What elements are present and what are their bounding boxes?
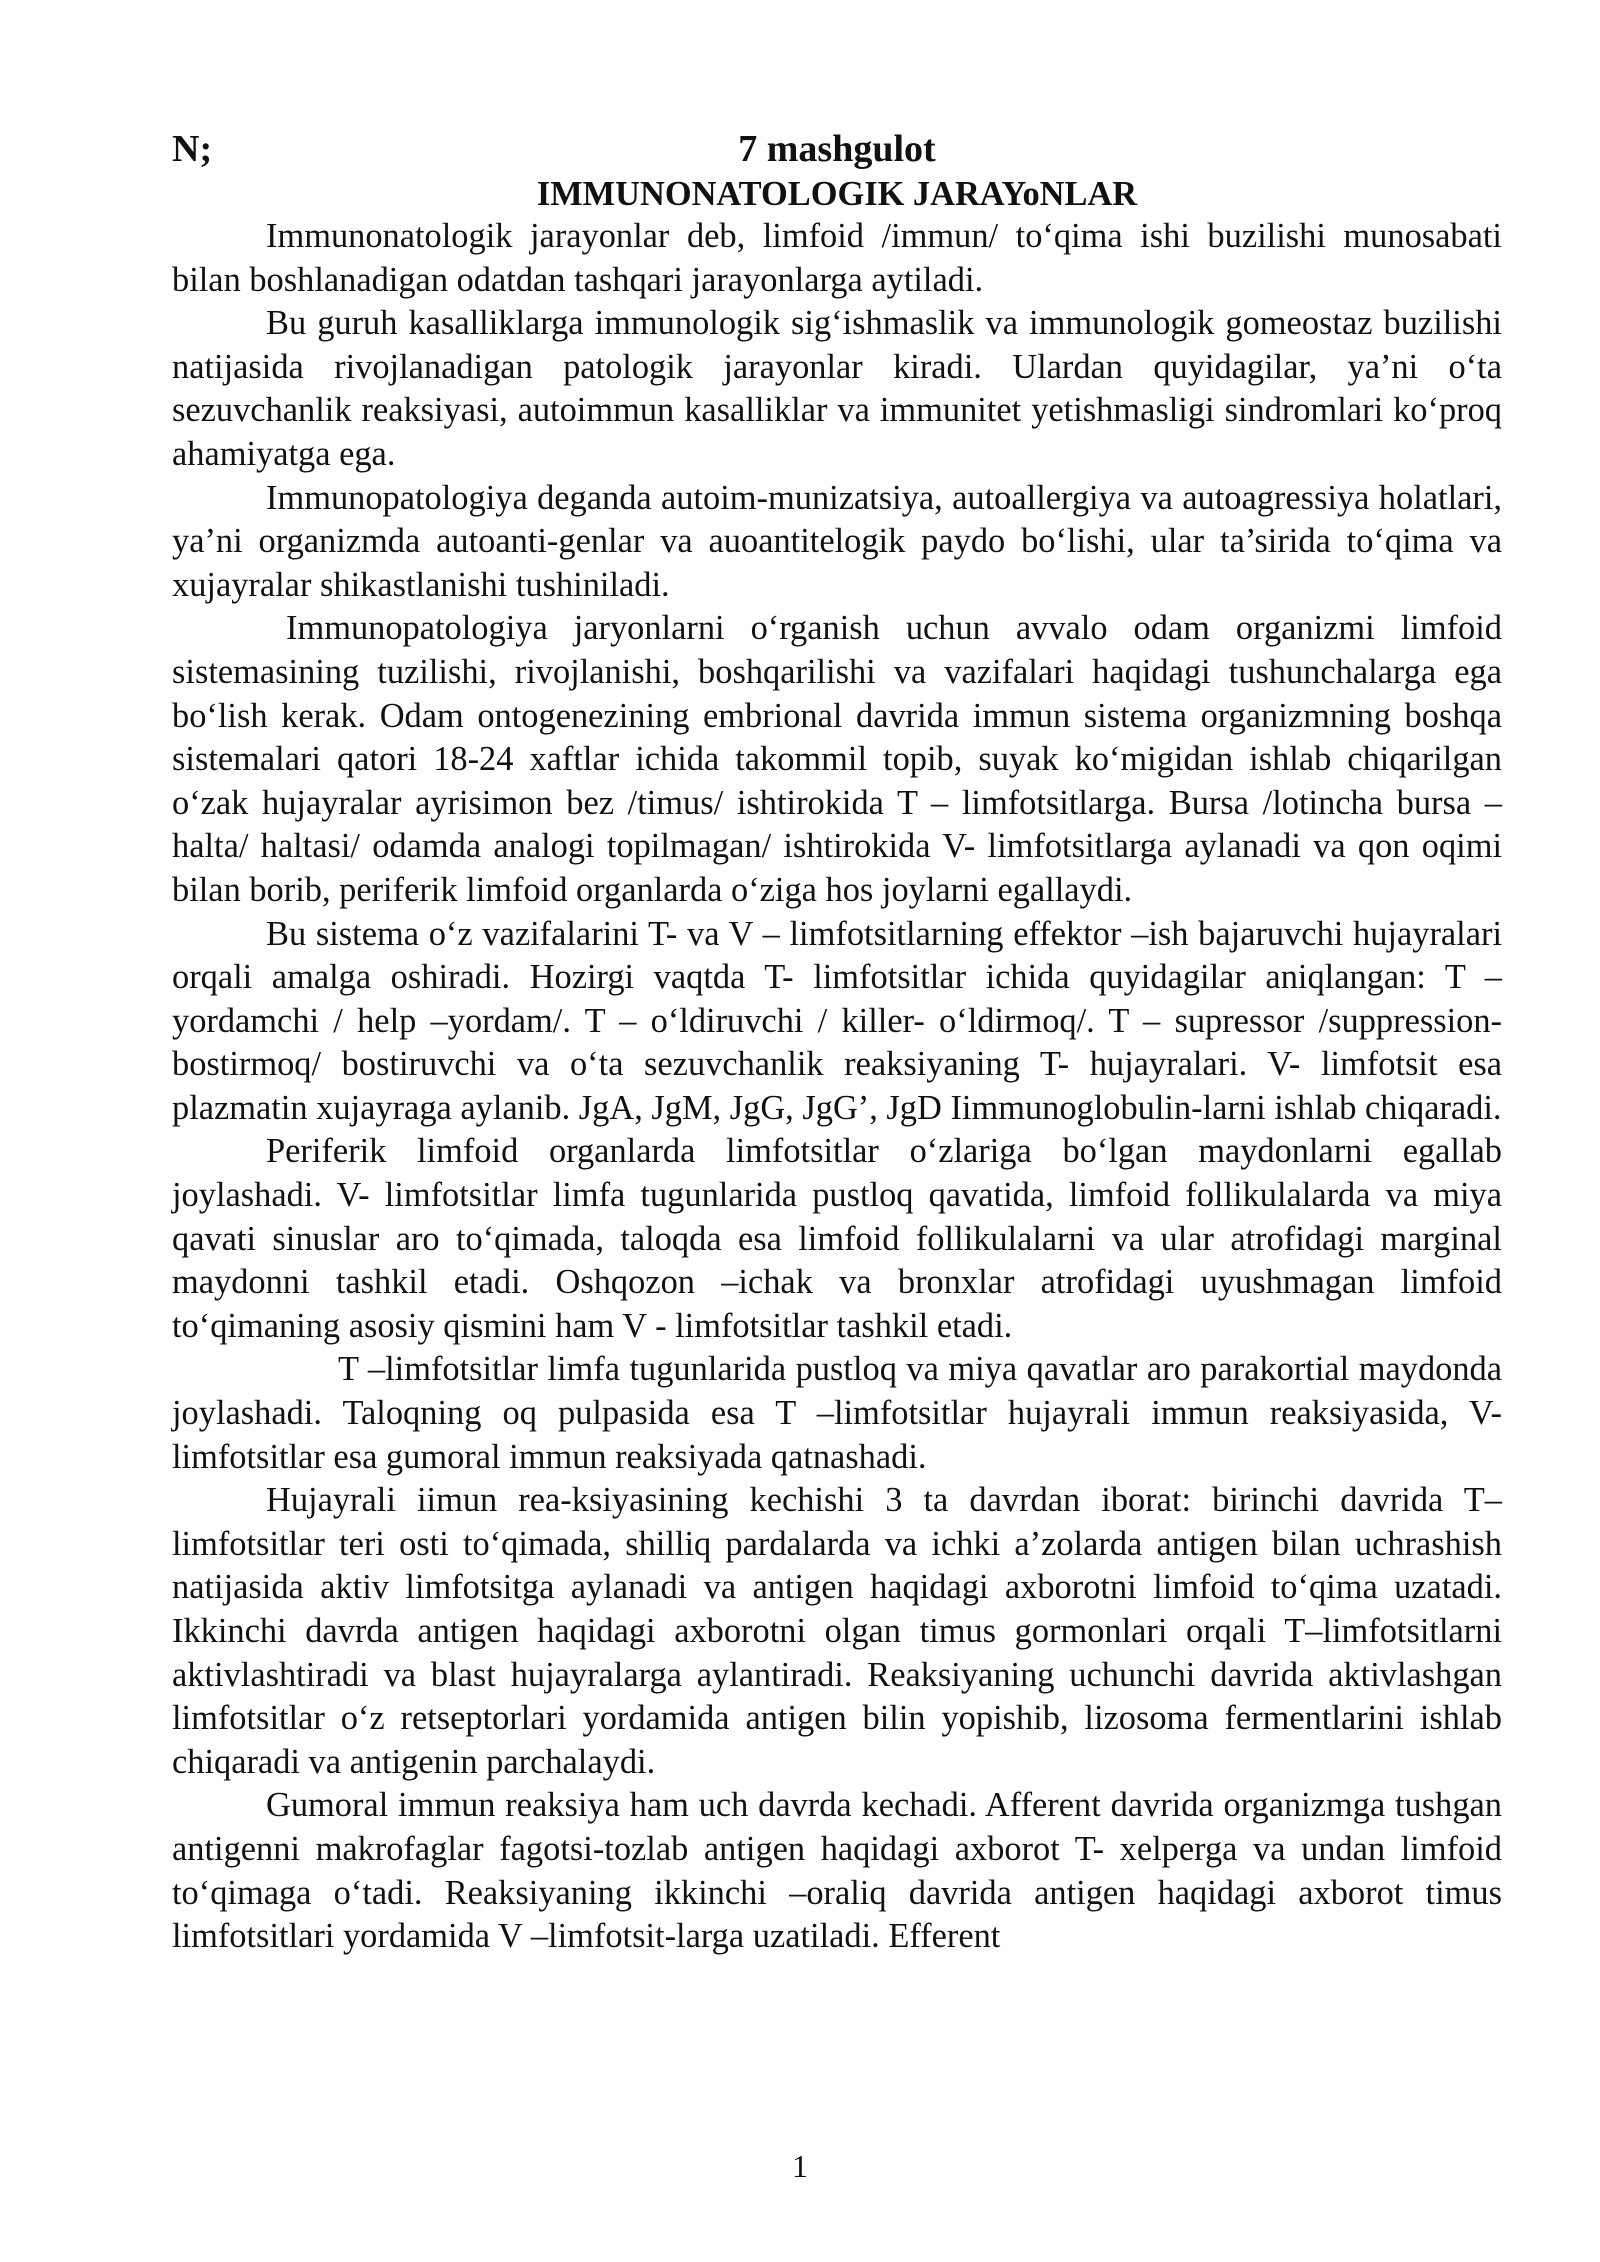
document-page	[172, 126, 1502, 1959]
paragraph-9: Gumoral immun reaksiya ham uch davrda kechadi. Afferent davrida organizmga tushgan antigenni makrofaglar fagotsi-tozlab antigen haqidagi axborot T- xelperga va undan limfoid to‘qimaga o‘tadi. Reaksiyaning ikkinchi –oraliq davrida antigen haqidagi axborot timus limfotsitlari yordamida V –limfotsit-larga uzatiladi. Efferent	[172, 1786, 1502, 1956]
lesson-number-heading: 7 mashgulot	[738, 128, 936, 170]
paragraph-4: Immunopatologiya jaryonlarni o‘rganish uchun avvalo odam organizmi limfoid sistemasining tuzilishi, rivojlanishi, boshqarilishi va vazifalari haqidagi tushunchalarga ega bo‘lish kerak. Odam ontogenezining embrional davrida immun sistema organizmning boshqa sistemalari qatori 18-24 xaftlar ichida takommil topib, suyak ko‘migidan ishlab chiqarilgan o‘zak hujayralar ayrisimon bez /timus/ ishtirokida T – limfotsitlarga. Bursa /lotincha bursa –halta/ haltasi/ odamda analogi topilmagan/ ishtirokida V- limfotsitlarga aylanadi va qon oqimi bilan borib, periferik limfoid organlarda o‘ziga hos joylarni egallaydi.	[172, 609, 1502, 909]
paragraph-3: Immunopatologiya deganda autoim-munizatsiya, autoallergiya va autoagressiya holatlari, ya’ni organizmda autoanti-genlar va auoantitelogik paydo bo‘lishi, ular ta’sirida to‘qima va xujayralar shikastlanishi tushiniladi.	[172, 478, 1502, 604]
document-title: IMMUNONATOLOGIK JARAYoNLAR	[536, 175, 1138, 213]
page-number: 1	[792, 2148, 808, 2184]
paragraph-5: Bu sistema o‘z vazifalarini T- va V – limfotsitlarning effektor –ish bajaruvchi hujayralari orqali amalga oshiradi. Hozirgi vaqtda T- limfotsitlar ichida quyidagilar aniqlangan: T –yordamchi / help –yordam/. T – o‘ldiruvchi / killer- o‘ldirmoq/. T – supressor /suppression- bostirmoq/ bostiruvchi va o‘ta sezuvchanlik reaksiyaning T- hujayralari. V- limfotsit esa plazmatin xujayraga aylanib. JgA, JgM, JgG, JgG’, JgD Iimmunoglobulin-larni ishlab chiqaradi.	[172, 914, 1502, 1127]
paragraph-8: Hujayrali iimun rea-ksiyasining kechishi 3 ta davrdan iborat: birinchi davrida T–limfotsitlar teri osti to‘qimada, shilliq pardalarda va ichki a’zolarda antigen bilan uchrashish natijasida aktiv limfotsitga aylanadi va antigen haqidagi axborotni limfoid to‘qima uzatadi. Ikkinchi davrda antigen haqidagi axborotni olgan timus gormonlari orqali T–limfotsitlarni aktivlashtiradi va blast hujayralarga aylantiradi. Reaksiyaning uchunchi davrida aktivlashgan limfotsitlar o‘z retseptorlari yordamida antigen bilin yopishib, lizosoma fermentlarini ishlab chiqaradi va antigenin parchalaydi.	[172, 1481, 1502, 1781]
paragraph-1: Immunonatologik jarayonlar deb, limfoid /immun/ to‘qima ishi buzilishi munosabati bilan boshlanadigan odatdan tashqari jarayonlarga aytiladi.	[172, 217, 1502, 299]
paragraph-2: Bu guruh kasalliklarga immunologik sig‘ishmaslik va immunologik gomeostaz buzilishi natijasida rivojlanadigan patologik jarayonlar kiradi. Ulardan quyidagilar, ya’ni o‘ta sezuvchanlik reaksiyasi, autoimmun kasalliklar va immunitet yetishmasligi sindromlari ko‘proq ahamiyatga ega.	[172, 304, 1502, 473]
document-number-label: N;	[172, 128, 213, 170]
paragraph-7: T –limfotsitlar limfa tugunlarida pustloq va miya qavatlar aro parakortial maydonda joylashadi. Taloqning oq pulpasida esa T –limfotsitlar hujayrali immun reaksiyasida, V- limfotsitlar esa gumoral immun reaksiyada qatnashadi.	[172, 1350, 1502, 1476]
lesson-header	[172, 126, 1502, 173]
paragraph-6: Periferik limfoid organlarda limfotsitlar o‘zlariga bo‘lgan maydonlarni egallab joylashadi. V- limfotsitlar limfa tugunlarida pustloq qavatida, limfoid follikulalarda va miya qavati sinuslar aro to‘qimada, taloqda esa limfoid follikulalarni va ular atrofidagi marginal maydonni tashkil etadi. Oshqozon –ichak va bronxlar atrofidagi uyushmagan limfoid to‘qimaning asosiy qismini ham V - limfotsitlar tashkil etadi.	[172, 1132, 1502, 1345]
